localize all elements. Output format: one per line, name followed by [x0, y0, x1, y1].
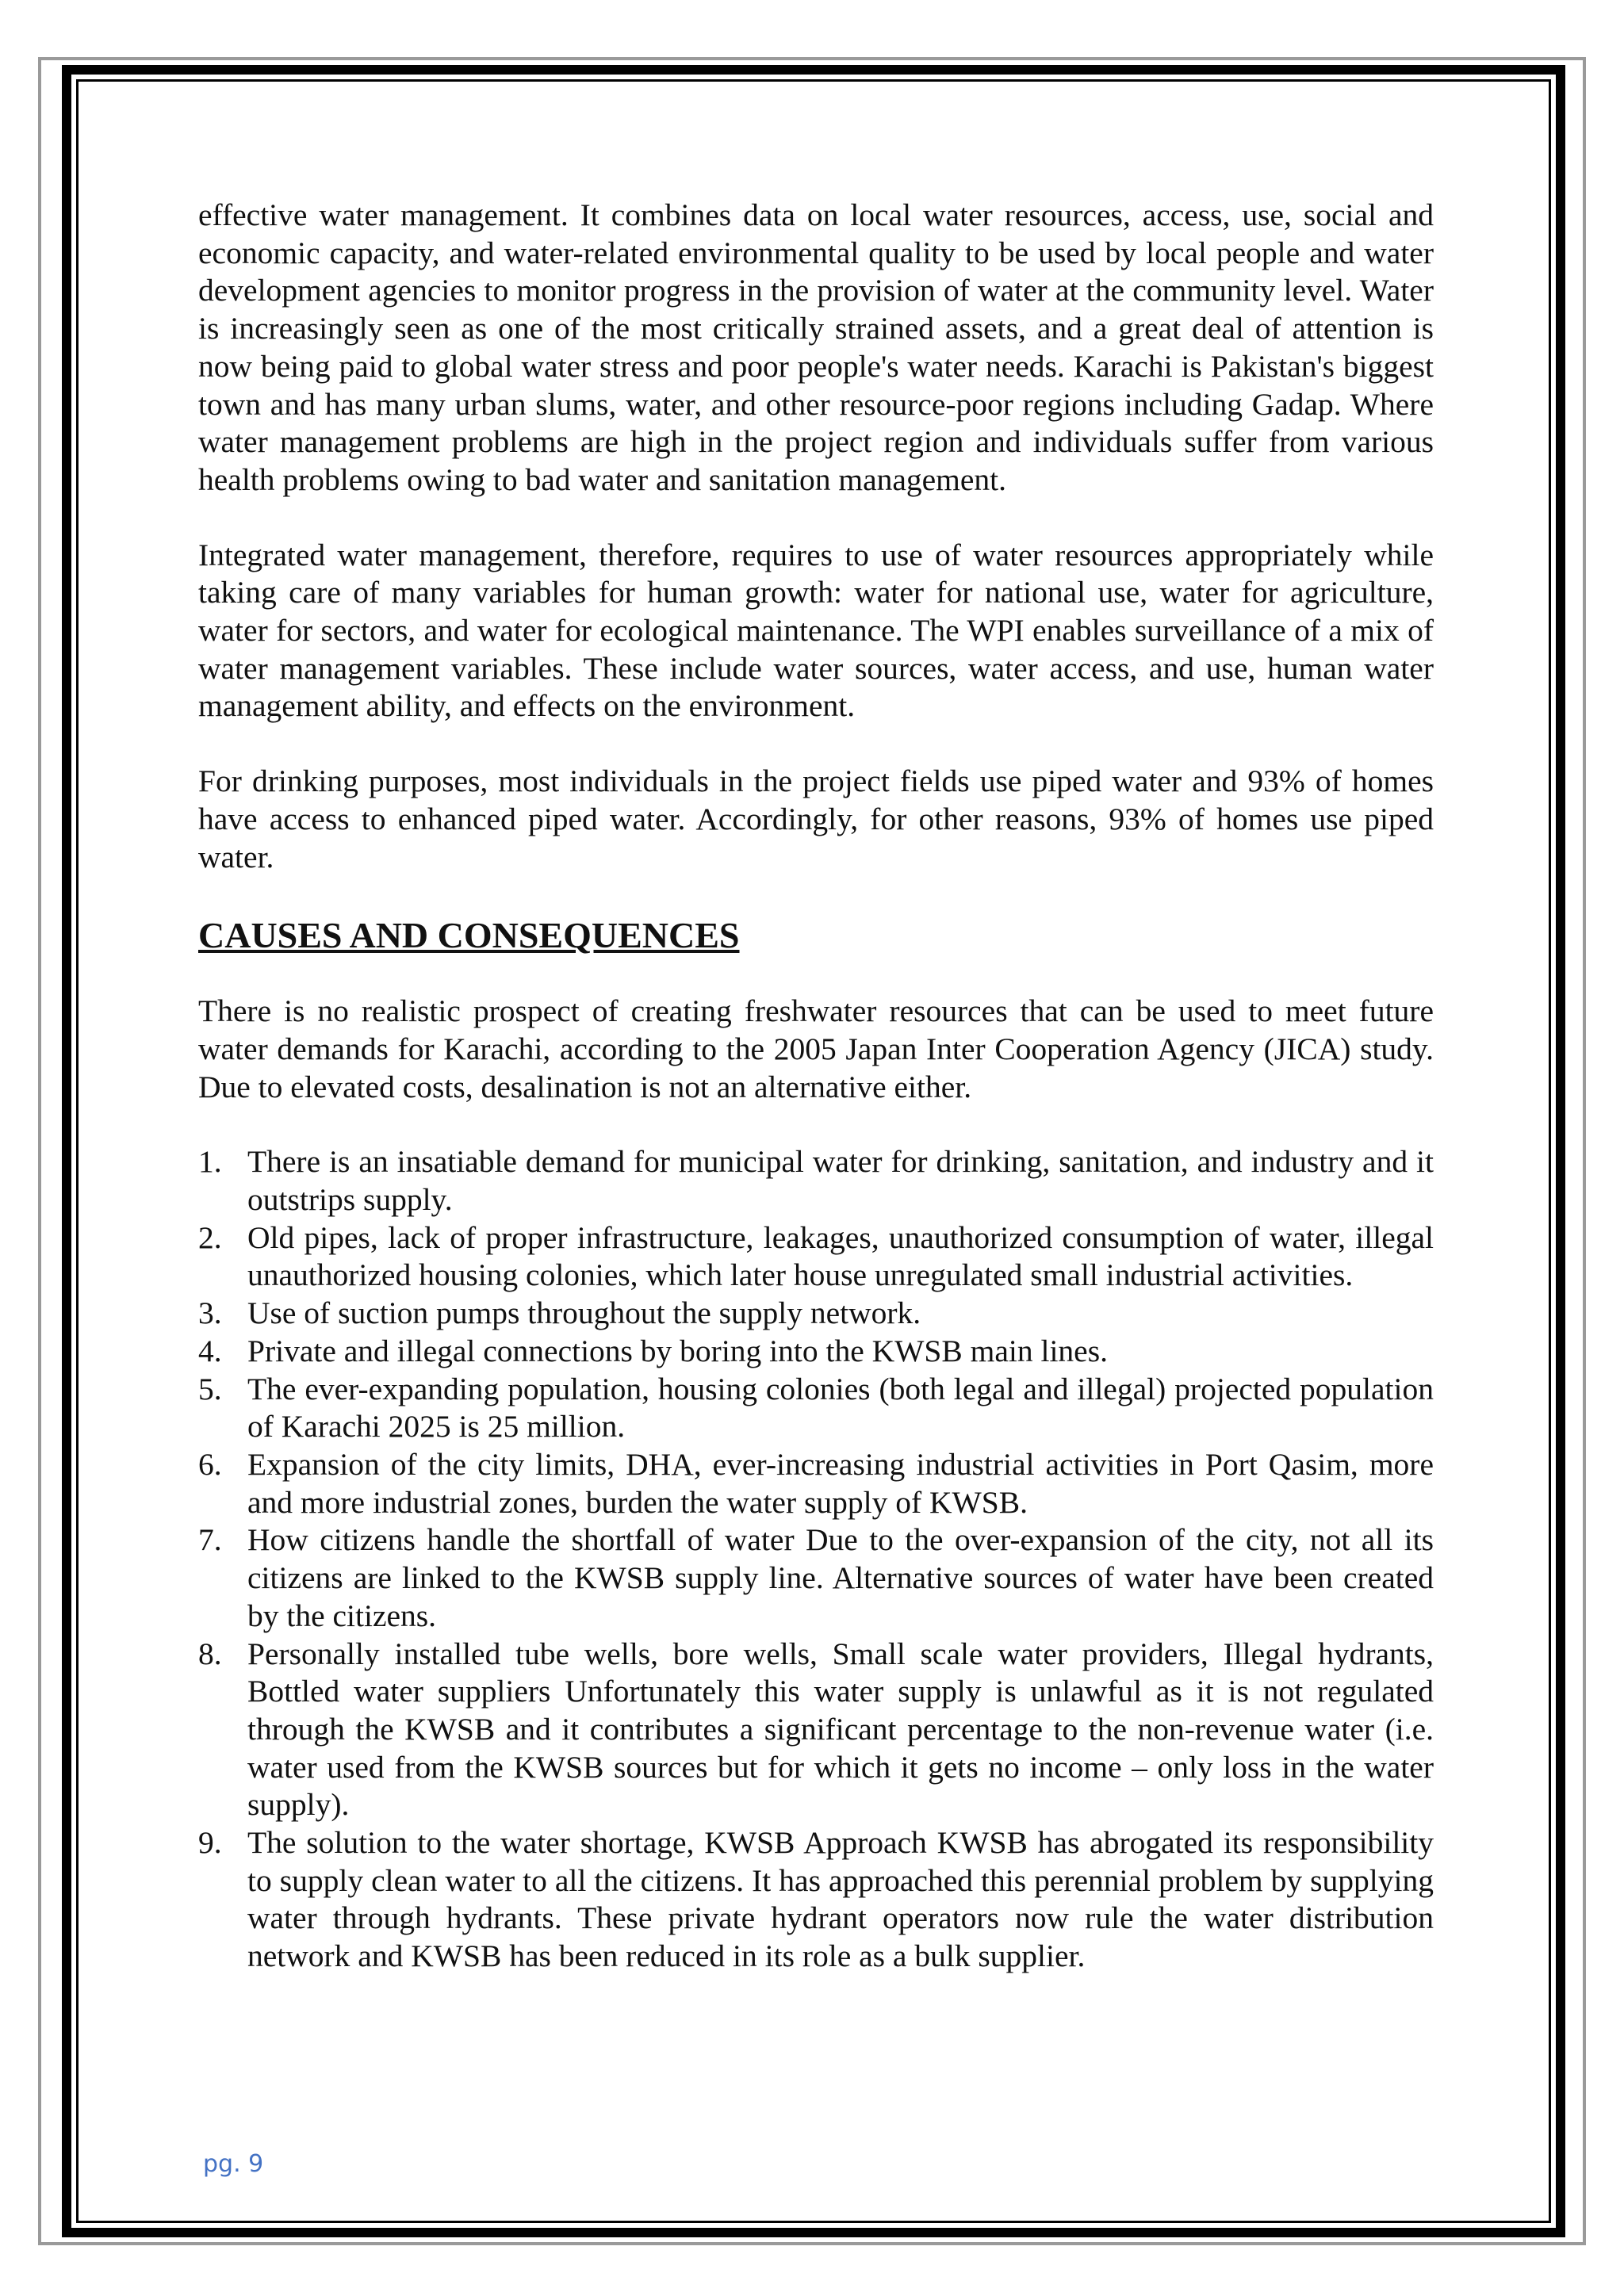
list-item-text: Expansion of the city limits, DHA, ever-increasing industrial activities in Port Qasim, more and more industrial zones, burden the water supply of KWSB.	[247, 1446, 1434, 1520]
list-number: 5.	[198, 1371, 222, 1406]
paragraph: Integrated water management, therefore, requires to use of water resources appropriately while taking care of many variables for human growth: water for national use, water for agriculture, water for sectors, and water for ecological maintenance. The WPI enables surveillance of a mix of water management variables. These include water sources, water access, and use, human water management ability, and effects on the environment.	[198, 537, 1434, 724]
list-number: 9.	[198, 1825, 222, 1861]
list-item	[198, 1636, 1434, 1825]
list-item	[198, 1446, 1434, 1521]
list-item-text: The ever-expanding population, housing colonies (both legal and illegal) projected population of Karachi 2025 is 25 million.	[247, 1371, 1434, 1445]
list-item-text: Private and illegal connections by boring into the KWSB main lines.	[247, 1333, 1108, 1368]
page-number: pg. 9	[203, 2150, 264, 2178]
list-item	[198, 1143, 1434, 1219]
list-item-text: How citizens handle the shortfall of water Due to the over-expansion of the city, not all its citizens are linked to the KWSB supply line. Alternative sources of water have been created by the citizens.	[247, 1522, 1434, 1633]
causes-list	[198, 1143, 1434, 1975]
list-item	[198, 1333, 1434, 1371]
list-number: 4.	[198, 1333, 222, 1368]
list-item-text: The solution to the water shortage, KWSB Approach KWSB has abrogated its responsibility to supply clean water to all the citizens. It has approached this perennial problem by supplying water through hydrants. These private hydrant operators now rule the water distribution network and KWSB has been reduced in its role as a bulk supplier.	[247, 1825, 1434, 1974]
list-number: 8.	[198, 1636, 222, 1671]
list-number: 1.	[198, 1144, 222, 1180]
section-heading: CAUSES AND CONSEQUENCES	[198, 915, 740, 956]
list-number: 6.	[198, 1446, 222, 1482]
page-content	[198, 197, 1434, 1976]
list-item	[198, 1824, 1434, 1976]
paragraph: For drinking purposes, most individuals in the project fields use piped water and 93% of homes have access to enhanced piped water. Accordingly, for other reasons, 93% of homes use piped water.	[198, 763, 1434, 874]
list-item-text: Use of suction pumps throughout the supply network.	[247, 1295, 921, 1331]
list-item-text: Old pipes, lack of proper infrastructure, leakages, unauthorized consumption of water, illegal unauthorized housing colonies, which later house unregulated small industrial activities.	[247, 1219, 1434, 1293]
section-intro: There is no realistic prospect of creating freshwater resources that can be used to meet future water demands for Karachi, according to the 2005 Japan Inter Cooperation Agency (JICA) study. Due to elevated costs, desalination is not an alternative either.	[198, 993, 1434, 1104]
list-number: 2.	[198, 1219, 222, 1255]
list-item	[198, 1371, 1434, 1446]
paragraph: effective water management. It combines data on local water resources, access, use, social and economic capacity, and water-related environmental quality to be used by local people and water development agencies to monitor progress in the provision of water at the community level. Water is increasingly seen as one of the most critically strained assets, and a great deal of attention is now being paid to global water stress and poor people's water needs. Karachi is Pakistan's biggest town and has many urban slums, water, and other resource-poor regions including Gadap. Where water management problems are high in the project region and individuals suffer from various health problems owing to bad water and sanitation management.	[198, 197, 1434, 497]
list-item	[198, 1219, 1434, 1295]
list-number: 7.	[198, 1522, 222, 1558]
list-number: 3.	[198, 1295, 222, 1331]
list-item-text: There is an insatiable demand for municipal water for drinking, sanitation, and industry and it outstrips supply.	[247, 1144, 1434, 1218]
list-item	[198, 1295, 1434, 1333]
list-item-text: Personally installed tube wells, bore wells, Small scale water providers, Illegal hydrants, Bottled water suppliers Unfortunately this water supply is unlawful as it is not regulated through the KWSB and it contributes a significant percentage to the non-revenue water (i.e. water used from the KWSB sources but for which it gets no income – only loss in the water supply).	[247, 1636, 1434, 1823]
list-item	[198, 1521, 1434, 1635]
